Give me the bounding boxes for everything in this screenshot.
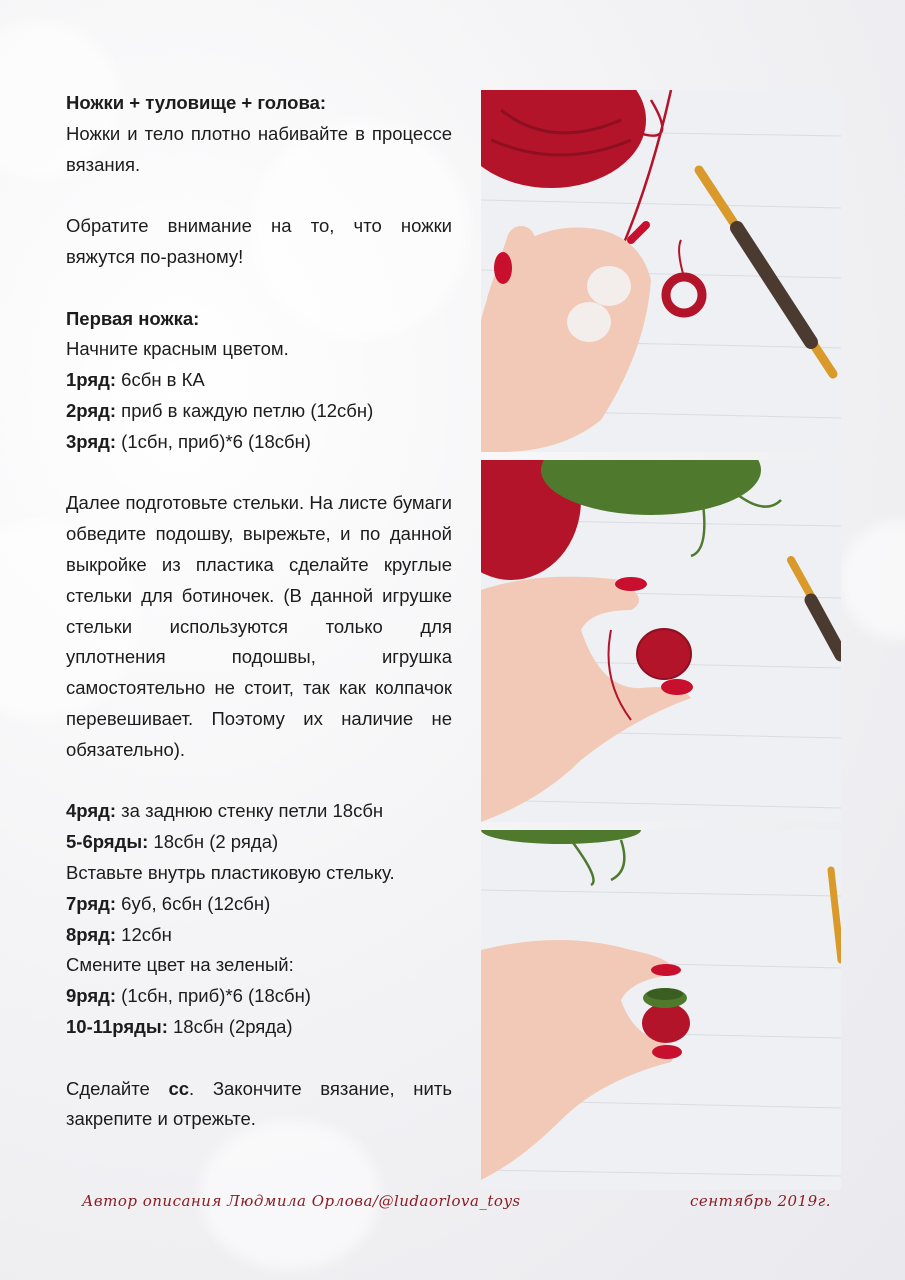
footer-author: Автор описания Людмила Орлова/@ludaorlova_toys: [82, 1192, 521, 1210]
row-line: 5-6ряды: 18сбн (2 ряда): [66, 831, 279, 853]
photo-red-sole: [481, 460, 841, 822]
first-leg-start: Начните красным цветом.: [66, 338, 289, 360]
row-line: 3ряд: (1сбн, приб)*6 (18сбн): [66, 430, 311, 452]
bokeh-decoration: [840, 520, 905, 640]
first-leg-title: Первая ножка:: [66, 307, 200, 329]
row-line: 1ряд: 6сбн в КА: [66, 369, 205, 391]
photo-insoles: [481, 90, 841, 452]
section-title: Ножки + туловище + голова:: [66, 92, 327, 113]
note-paragraph: Обратите внимание на то, что ножки вяжутся по-разному!: [66, 215, 452, 267]
color-change-instruction: Смените цвет на зеленый:: [66, 954, 294, 976]
row-line: 7ряд: 6уб, 6сбн (12сбн): [66, 892, 271, 914]
photo-red-green-sole: [481, 830, 841, 1190]
footer-date: сентябрь 2019г.: [690, 1192, 832, 1210]
finish-paragraph: Сделайте сс. Закончите вязание, нить закрепите и отрежьте.: [66, 1077, 452, 1130]
insoles-paragraph: Далее подготовьте стельки. На листе бумаги обведите подошву, вырежьте, и по данной выкройке из пластика сделайте круглые стельки для ботиночек. (В данной игрушке стельки используются только для уплотнения подошвы, игрушка самостоятельно не стоит, так как колпачок перевешивает. Поэтому их наличие не обязательно).: [66, 492, 452, 760]
instructions-text: [66, 88, 452, 1135]
row-line: 10-11ряды: 18сбн (2ряда): [66, 1015, 293, 1037]
intro-paragraph: Ножки и тело плотно набивайте в процессе вязания.: [66, 122, 452, 175]
row-line: 8ряд: 12сбн: [66, 923, 172, 945]
insert-instruction: Вставьте внутрь пластиковую стельку.: [66, 861, 395, 883]
row-line: 9ряд: (1сбн, приб)*6 (18сбн): [66, 985, 311, 1007]
row-line: 2ряд: приб в каждую петлю (12сбн): [66, 399, 374, 421]
row-line: 4ряд: за заднюю стенку петли 18сбн: [66, 800, 384, 822]
